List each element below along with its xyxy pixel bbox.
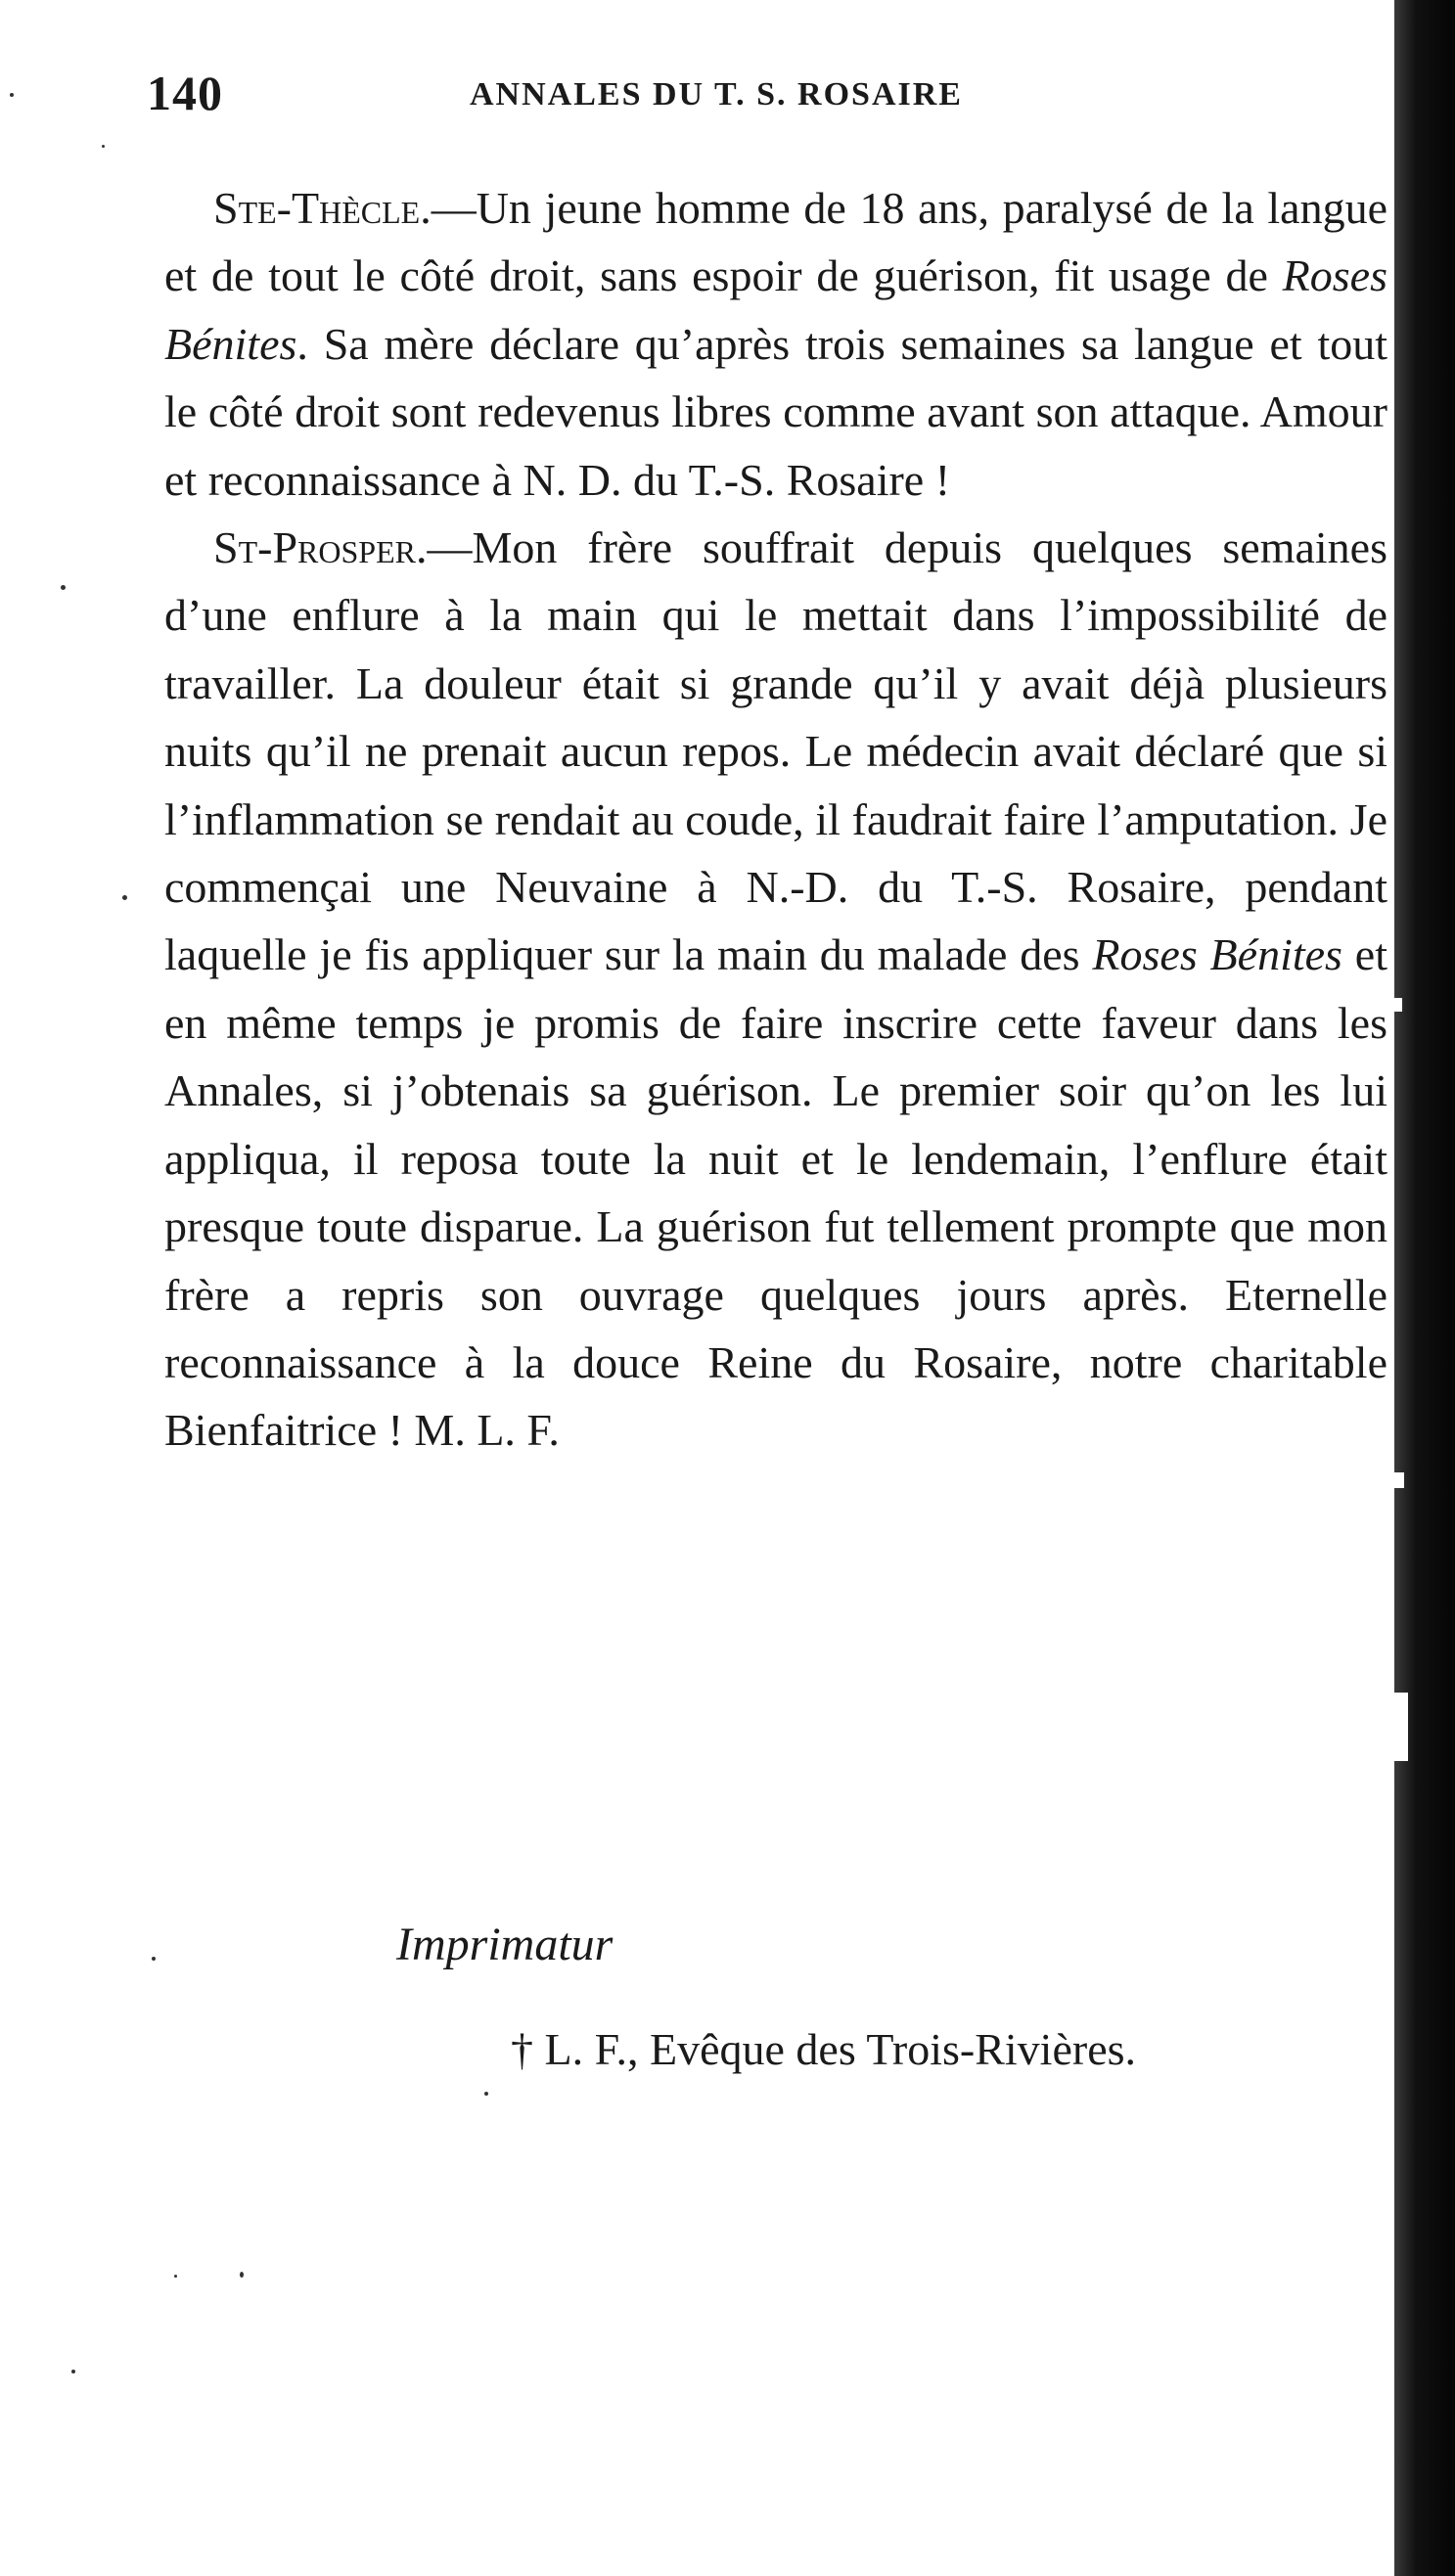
scan-speck: [484, 2092, 488, 2096]
paragraph-text: —Un jeune homme de 18 ans, paralysé de la langue et de tout le côté droit, sans espoir de guérison, fit usage de: [164, 183, 1387, 301]
page-header: [147, 61, 1370, 139]
italic-text: Roses Bénites: [1092, 929, 1342, 980]
paragraph-text: —Mon frère souffrait depuis quelques semaines d’une enflure à la main qui le mettait dans l’impossibilité de travailler. La douleur était si grande qu’il y avait déjà plusieurs nuits qu’il ne prenait aucun repos. Le médecin avait déclaré que si l’inflammation se rendait au coude, il faudrait faire l’amputation. Je commençai une Neuvaine à N.-D. du T.-S. Rosaire, pendant laquelle je fis appliquer sur la main du malade des: [164, 522, 1387, 980]
scan-speck: [102, 145, 105, 148]
body-text: [164, 174, 1387, 1465]
imprimatur: Imprimatur: [396, 1919, 614, 1970]
scan-speck: [240, 2272, 244, 2278]
scan-speck: [10, 93, 14, 97]
bishop-signature: † L. F., Evêque des Trois-Rivières.: [511, 2024, 1137, 2074]
paragraph-text: et en même temps je promis de faire inscrire cette faveur dans les Annales, si j’obtenais sa guérison. Le premier soir qu’on les lui appliqua, il reposa toute la nuit et le lendemain, l’enflure était presque toute disparue. La guérison fut tellement prompte que mon frère a repris son ouvrage quelques jours après. Eternelle reconnaissance à la douce Reine du Rosaire, notre charitable Bienfaitrice ! M. L. F.: [164, 929, 1388, 1456]
paragraph-st-prosper: [164, 514, 1387, 1465]
binding-edge: [1394, 0, 1455, 2576]
scan-speck: [71, 2370, 75, 2373]
italic-text: Roses Bénites: [164, 250, 1387, 369]
place-name: St-Prosper.: [213, 522, 428, 573]
scan-speck: [122, 895, 127, 900]
page-number: 140: [147, 66, 223, 120]
paragraph-text: . Sa mère déclare qu’après trois semaines sa langue et tout le côté droit sont redevenus libres comme avant son attaque. Amour et reconnaissance à N. D. du T.-S. Rosaire !: [164, 318, 1387, 505]
paragraph-ste-thecle: [164, 174, 1387, 514]
scan-speck: [174, 2275, 177, 2278]
place-name: Ste-Thècle.: [213, 183, 432, 233]
scan-speck: [61, 585, 66, 590]
running-title: ANNALES DU T. S. ROSAIRE: [470, 76, 963, 113]
scan-speck: [152, 1957, 156, 1961]
